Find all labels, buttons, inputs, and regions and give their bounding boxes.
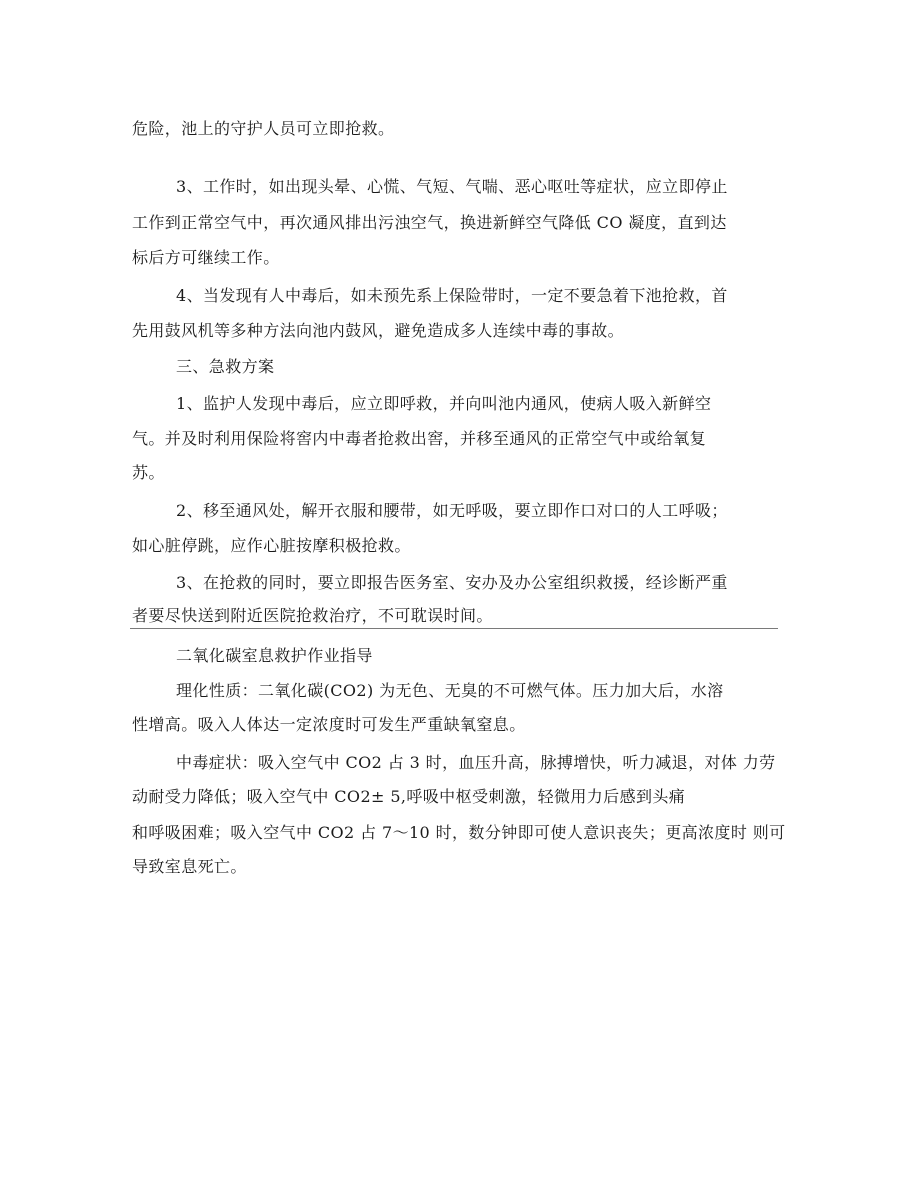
paragraph-line: 3、工作时，如出现头晕、心慌、气短、气喘、恶心呕吐等症状，应立即停止: [176, 177, 728, 196]
paragraph-line: 标后方可继续工作。: [132, 248, 280, 267]
paragraph-line: 理化性质：二氧化碳(CO2) 为无色、无臭的不可燃气体。压力加大后，水溶: [176, 681, 724, 700]
paragraph-line: 中毒症状：吸入空气中 CO2 占 3 时，血压升高，脉搏增快，听力减退，对体 力劳: [176, 753, 776, 772]
paragraph-line: 和呼吸困难；吸入空气中 CO2 占 7～10 时，数分钟即可使人意识丧失；更高浓度时 则可: [132, 823, 786, 842]
paragraph-line: 危险，池上的守护人员可立即抢救。: [132, 119, 395, 138]
paragraph-line: 如心脏停跳，应作心脏按摩积极抢救。: [132, 536, 411, 555]
paragraph-line: 2、移至通风处，解开衣服和腰带，如无呼吸，要立即作口对口的人工呼吸；: [176, 501, 728, 520]
paragraph-line: 4、当发现有人中毒后，如未预先系上保险带时，一定不要急着下池抢救，首: [176, 286, 728, 305]
paragraph-line: 气。并及时利用保险将窖内中毒者抢救出窖，并移至通风的正常空气中或给氧复: [132, 429, 707, 448]
paragraph-line: 1、监护人发现中毒后，应立即呼救，并向叫池内通风，使病人吸入新鲜空: [176, 394, 712, 413]
paragraph-line: 苏。: [132, 463, 165, 482]
paragraph-line: 工作到正常空气中，再次通风排出污浊空气，换进新鲜空气降低 CO 凝度，直到达: [132, 213, 727, 232]
paragraph-line: 先用鼓风机等多种方法向池内鼓风，避免造成多人连续中毒的事故。: [132, 321, 625, 340]
paragraph-line: 导致室息死亡。: [132, 857, 247, 876]
section-heading: 三、急救方案: [176, 357, 275, 376]
paragraph-line: 性增高。吸入人体达一定浓度时可发生严重缺氧窒息。: [132, 715, 526, 734]
paragraph-line: 者要尽快送到附近医院抢救治疗，不可耽误时间。: [132, 606, 493, 625]
paragraph-line: 动耐受力降低；吸入空气中 CO2± 5,呼吸中枢受刺激，轻微用力后感到头痛: [132, 787, 686, 806]
paragraph-line: 3、在抢救的同时，要立即报告医务室、安办及办公室组织救援，经诊断严重: [176, 573, 728, 592]
section-divider: [130, 628, 778, 629]
document-title: 二氧化碳室息救护作业指导: [176, 646, 373, 665]
